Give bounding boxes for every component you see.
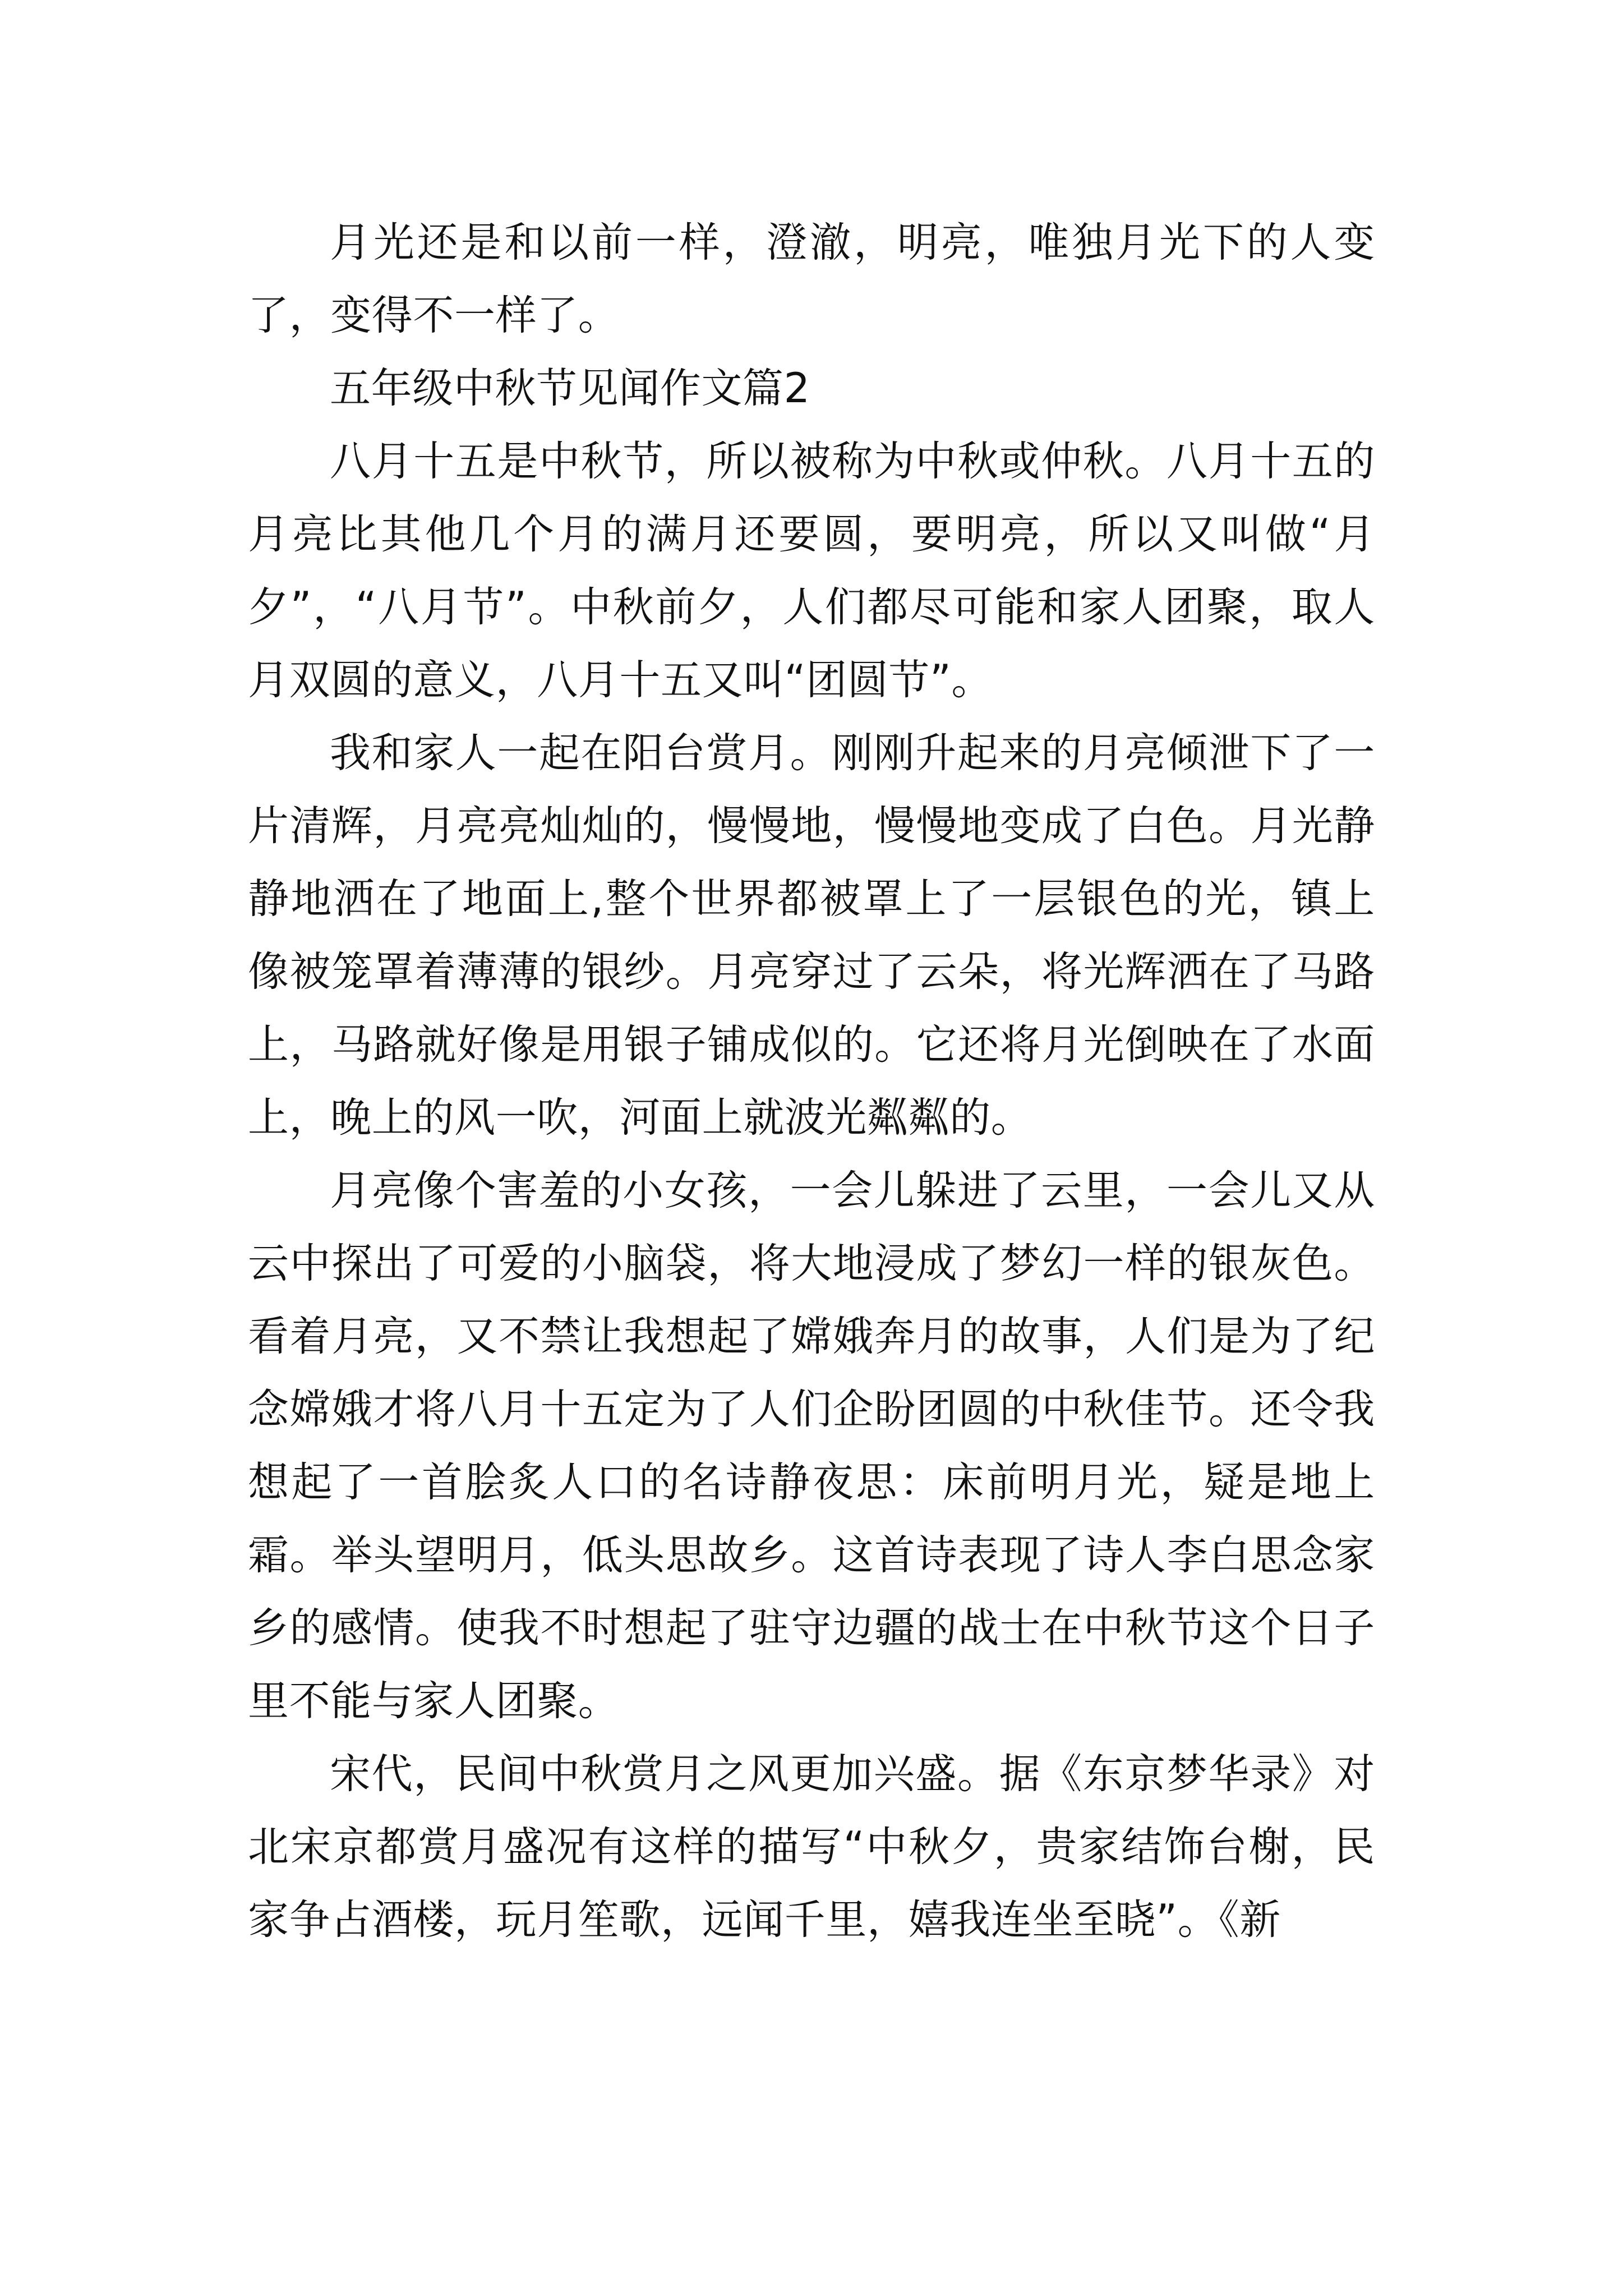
essay-title: 五年级中秋节见闻作文篇2 (330, 365, 810, 412)
paragraph-song-dynasty: 宋代，民间中秋赏月之风更加兴盛。据《东京梦华录》对北宋京都赏月盛况有这样的描写“中秋夕，贵家结饰台榭，民家争占酒楼，玩月笙歌，远闻千里，嬉我连坐至晓”。《新 (248, 1750, 1375, 1944)
paragraph-mid-autumn-intro: 八月十五是中秋节，所以被称为中秋或仲秋。八月十五的月亮比其他几个月的满月还要圆，要明亮，所以又叫做“月夕”，“八月节”。中秋前夕，人们都尽可能和家人团聚，取人月双圆的意义，八月十五又叫“团圆节”。 (248, 438, 1375, 704)
paragraph-shy-moon: 月亮像个害羞的小女孩，一会儿躲进了云里，一会儿又从云中探出了可爱的小脑袋，将大地浸成了梦幻一样的银灰色。看着月亮，又不禁让我想起了嫦娥奔月的故事，人们是为了纪念嫦娥才将八月十五定为了人们企盼团圆的中秋佳节。还令我想起了一首脍炙人口的名诗静夜思：床前明月光，疑是地上霜。举头望明月，低头思故乡。这首诗表现了诗人李白思念家乡的感情。使我不时想起了驻守边疆的战士在中秋节这个日子里不能与家人团聚。 (248, 1167, 1375, 1725)
document-body (248, 206, 1375, 1957)
paragraph-moonlight-ending: 月光还是和以前一样，澄澈，明亮，唯独月光下的人变了，变得不一样了。 (248, 219, 1375, 339)
paragraph-moon-viewing: 我和家人一起在阳台赏月。刚刚升起来的月亮倾泄下了一片清辉，月亮亮灿灿的，慢慢地，慢慢地变成了白色。月光静静地洒在了地面上,整个世界都被罩上了一层银色的光，镇上像被笼罩着薄薄的银纱。月亮穿过了云朵，将光辉洒在了马路上，马路就好像是用银子铺成似的。它还将月光倒映在了水面上，晚上的风一吹，河面上就波光粼粼的。 (248, 729, 1375, 1142)
